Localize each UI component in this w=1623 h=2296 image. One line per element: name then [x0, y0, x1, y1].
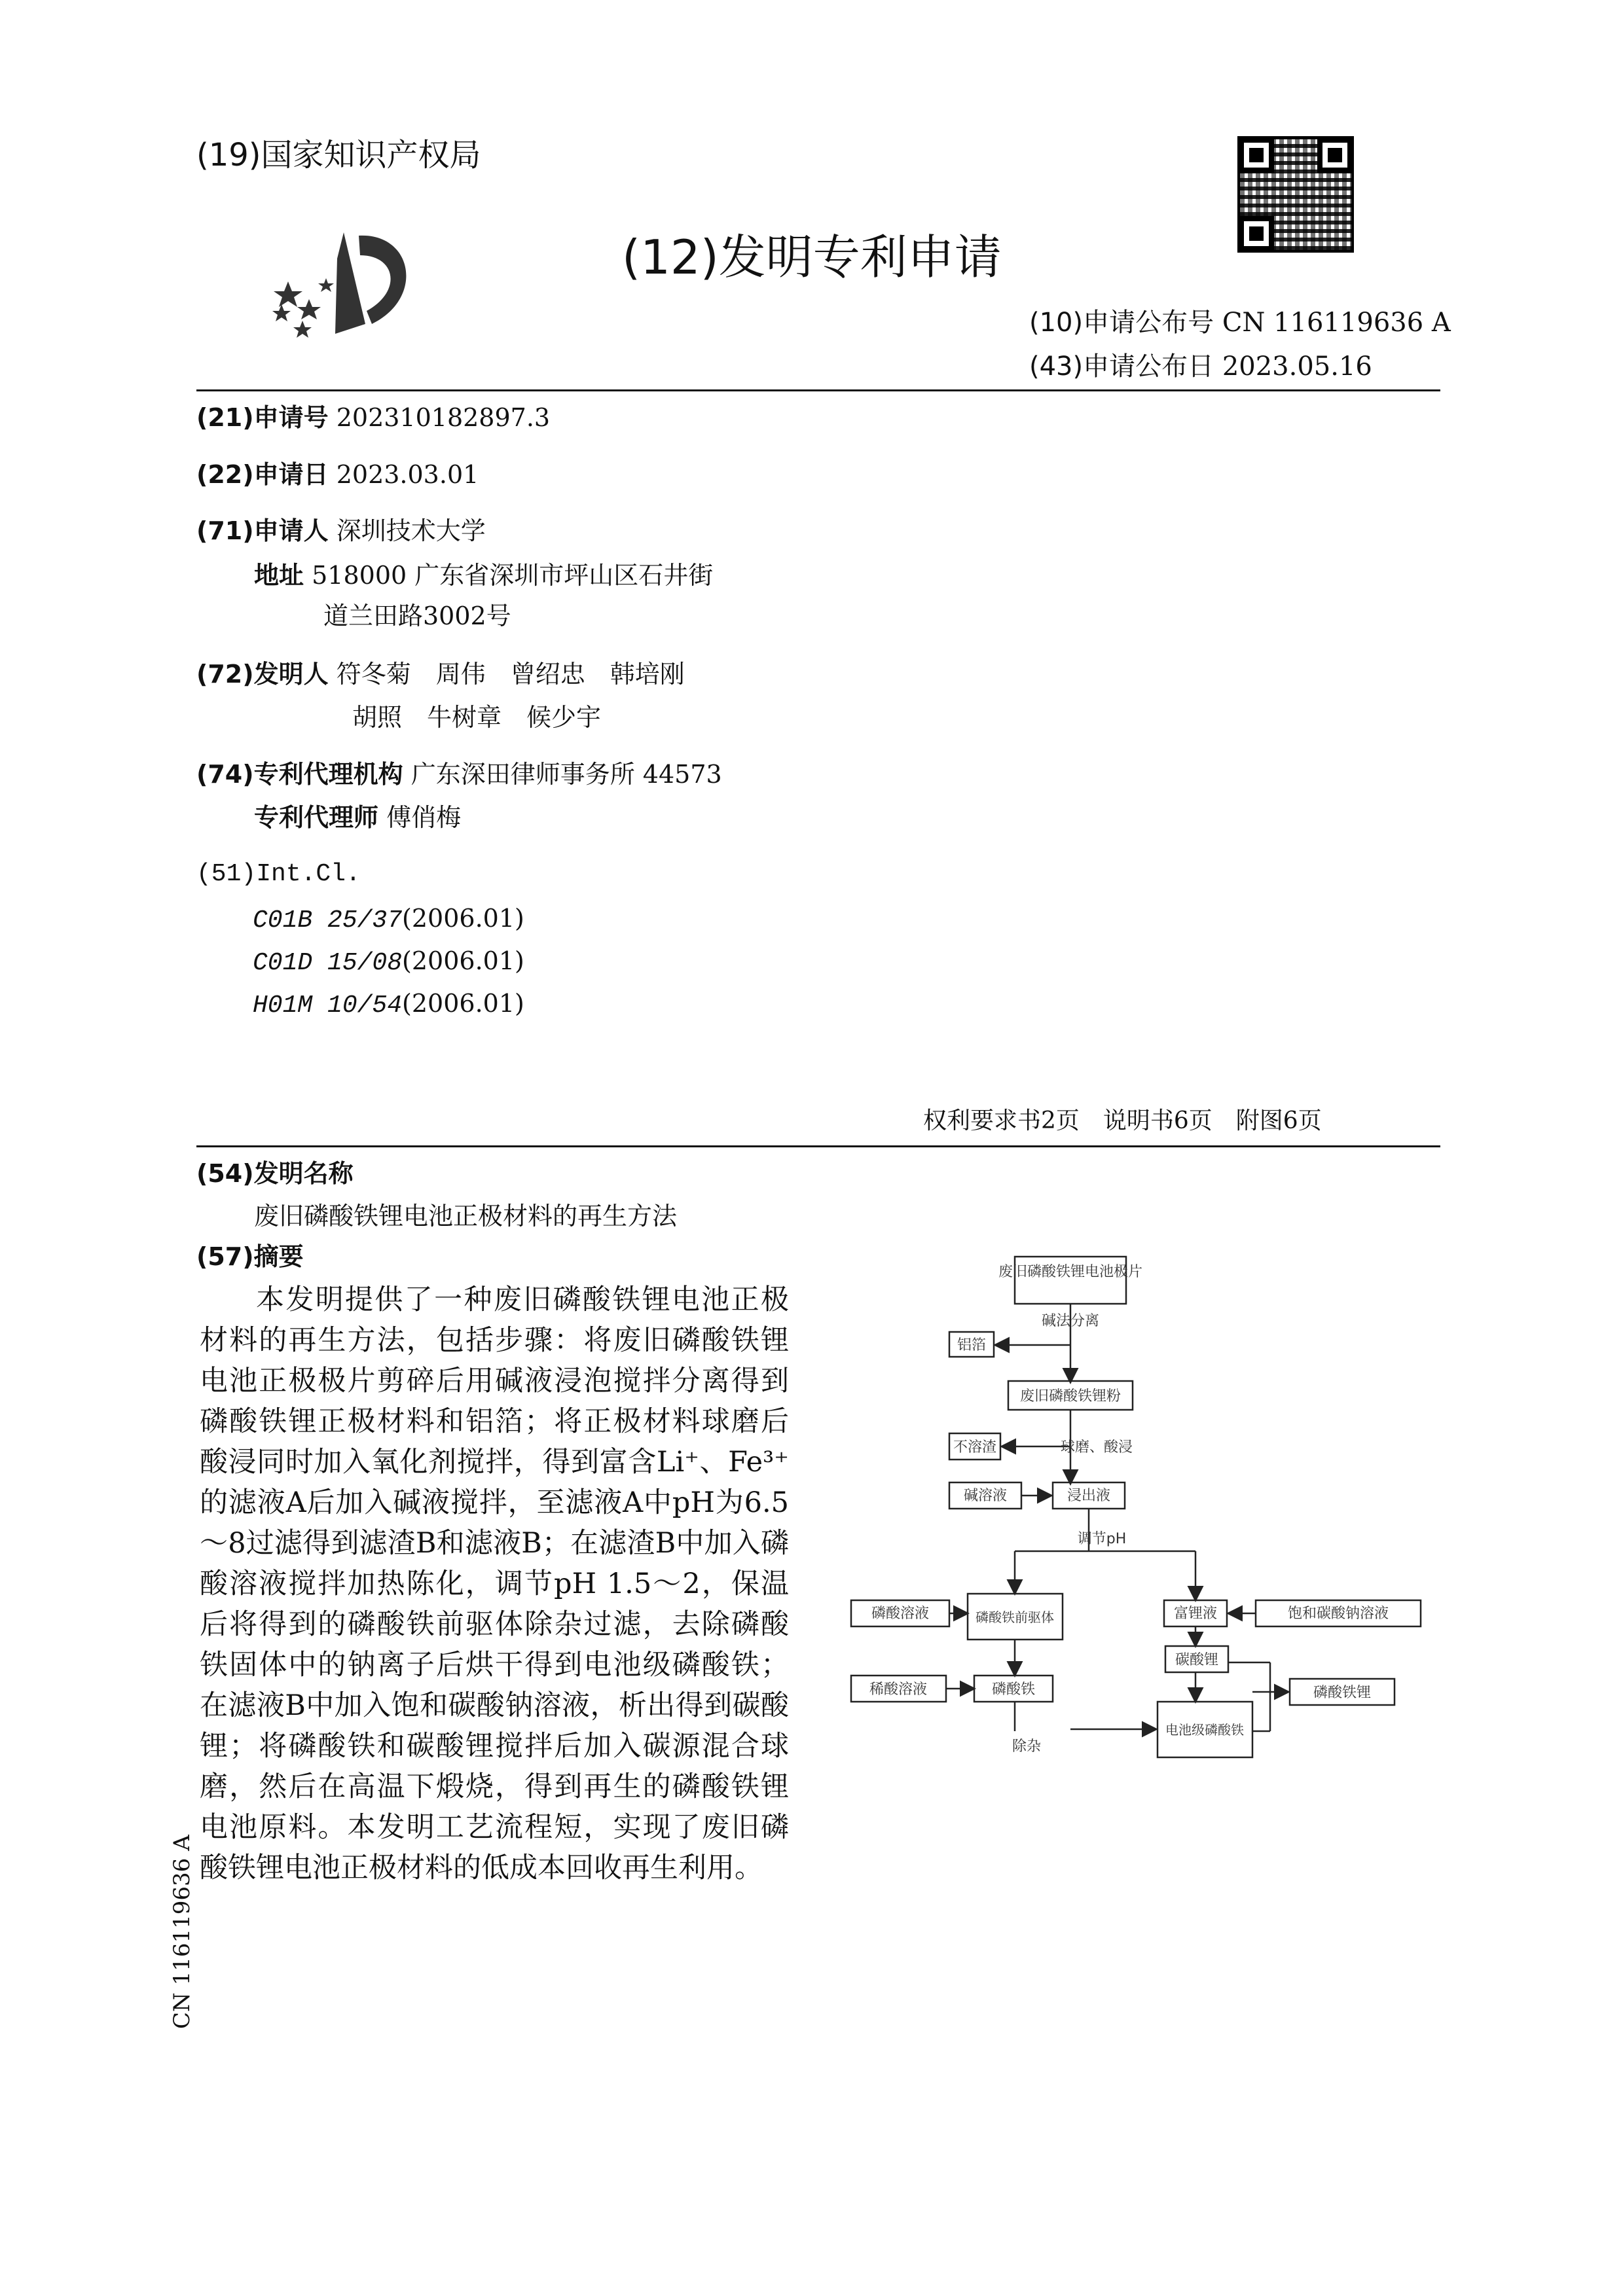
inventors-line2: 胡照 牛树章 候少宇: [352, 703, 602, 732]
header-rule: [196, 389, 1440, 391]
pub-date-label: (43)申请公布日: [1029, 351, 1214, 382]
flow-label: 废旧磷酸铁锂粉: [1019, 1388, 1122, 1405]
flow-label: 废旧磷酸铁锂电池极片: [998, 1264, 1143, 1280]
agency-label: (74)专利代理机构: [196, 760, 403, 789]
app-date: 2023.03.01: [336, 460, 479, 489]
pub-no: CN 116119636 A: [1222, 308, 1451, 338]
flow-label: 磷酸铁: [991, 1681, 1036, 1698]
spine-pub-number: CN 116119636 A: [169, 1835, 195, 2029]
flow-label: 碱溶液: [963, 1488, 1008, 1504]
abstract-figure: [845, 1244, 1440, 1787]
flow-label: 碳酸锂: [1175, 1652, 1219, 1668]
app-no-label: (21)申请号: [196, 403, 329, 432]
pub-no-label: (10)申请公布号: [1029, 308, 1214, 338]
agency: 广东深田律师事务所 44573: [410, 760, 722, 789]
flow-label: 不溶渣: [953, 1439, 997, 1456]
abstract-label: (57)摘要: [196, 1242, 304, 1271]
flow-label: 铝箔: [957, 1337, 987, 1354]
flow-label: 富锂液: [1173, 1605, 1218, 1622]
address-line2: 道兰田路3002号: [323, 601, 511, 630]
applicant-label: (71)申请人: [196, 516, 329, 545]
flow-label: 浸出液: [1067, 1488, 1111, 1504]
ipc-date: (2006.01): [402, 989, 524, 1018]
flow-label: 磷酸铁前驱体: [976, 1609, 1054, 1625]
agent: 傅俏梅: [386, 803, 462, 832]
address-label: 地址: [254, 561, 304, 590]
flow-label: 磷酸铁锂: [1313, 1685, 1372, 1701]
office-name: (19)国家知识产权局: [196, 137, 481, 173]
pub-date: 2023.05.16: [1222, 351, 1372, 382]
inventor-label: (72)发明人: [196, 660, 329, 689]
flow-label: 除杂: [1012, 1738, 1042, 1755]
flow-label: 调节pH: [1077, 1531, 1127, 1547]
document-type: (12)发明专利申请: [622, 230, 1002, 285]
page-counts: 权利要求书2页 说明书6页 附图6页: [923, 1107, 1322, 1134]
address-line1: 518000 广东省深圳市坪山区石井街: [312, 561, 714, 590]
ipc-label: (51)Int.Cl.: [196, 860, 361, 888]
ipc-date: (2006.01): [402, 946, 524, 975]
agent-label: 专利代理师: [254, 803, 379, 832]
abstract-text: 本发明提供了一种废旧磷酸铁锂电池正极材料的再生方法，包括步骤：将废旧磷酸铁锂电池正极极片剪碎后用碱液浸泡搅拌分离得到磷酸铁锂正极材料和铝箔；将正极材料球磨后酸浸同时加入氧化剂搅拌，得到富含Li⁺、Fe³⁺的滤液A后加入碱液搅拌，至滤液A中pH为6.5～8过滤得到滤渣B和滤液B；在滤渣B中加入磷酸溶液搅拌加热陈化，调节pH 1.5～2，保温后将得到的磷酸铁前驱体除杂过滤，去除磷酸铁固体中的钠离子后烘干得到电池级磷酸铁；在滤液B中加入饱和碳酸钠溶液，析出得到碳酸锂；将磷酸铁和碳酸锂搅拌后加入碳源混合球磨，然后在高温下煅烧，得到再生的磷酸铁锂电池原料。本发明工艺流程短，实现了废旧磷酸铁锂电池正极材料的低成本回收再生利用。: [200, 1283, 789, 1884]
applicant: 深圳技术大学: [336, 516, 486, 545]
flow-label: 电池级磷酸铁: [1165, 1722, 1244, 1738]
invention-title: 废旧磷酸铁锂电池正极材料的再生方法: [254, 1202, 678, 1230]
ipc-code: H01M 10/54: [253, 992, 403, 1020]
ipc-code: C01D 15/08: [253, 949, 403, 977]
flow-label: 饱和碳酸钠溶液: [1287, 1605, 1389, 1622]
inventors-line1: 符冬菊 周伟 曾绍忠 韩培刚: [336, 660, 685, 689]
flow-label: 磷酸溶液: [871, 1605, 930, 1622]
title-label: (54)发明名称: [196, 1159, 354, 1188]
flow-label: 碱法分离: [1041, 1313, 1100, 1329]
ipc-date: (2006.01): [402, 904, 524, 933]
flow-label: 稀酸溶液: [869, 1681, 928, 1698]
qr-code: [1237, 136, 1354, 253]
section-rule: [196, 1145, 1440, 1147]
ipc-code: C01B 25/37: [253, 906, 403, 935]
cnipa-logo: [262, 219, 432, 344]
flow-label: 球磨、酸浸: [1060, 1439, 1133, 1456]
app-no: 202310182897.3: [336, 403, 551, 432]
app-date-label: (22)申请日: [196, 460, 329, 489]
